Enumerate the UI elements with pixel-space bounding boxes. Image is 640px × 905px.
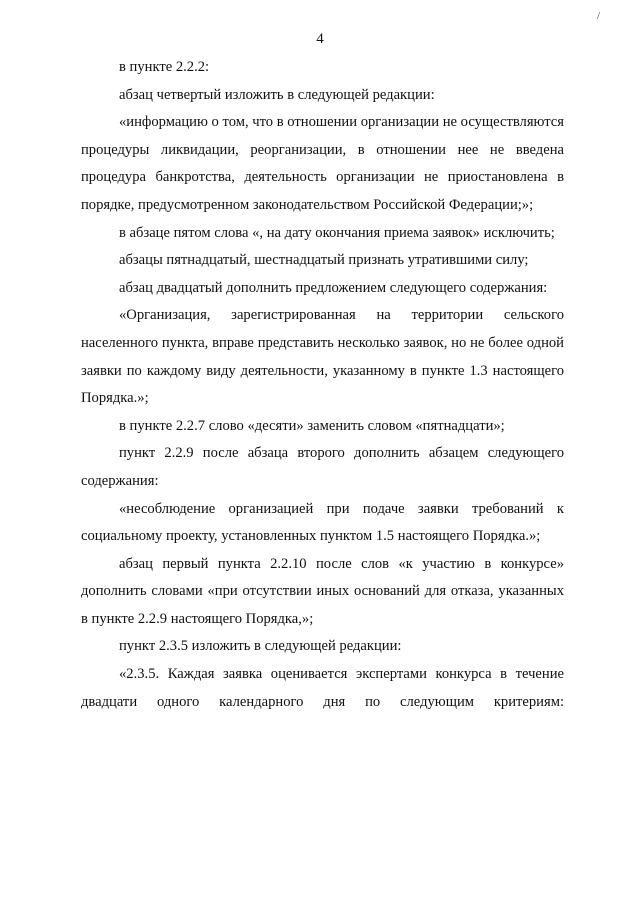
document-body (81, 54, 564, 716)
paragraph: в пункте 2.2.2: (119, 59, 210, 75)
paragraph: абзац первый пункта 2.2.10 после слов «к участию в конкурсе» дополнить словами «при отсутствии иных оснований для отказа, указанных в пункте 2.2.9 настоящего Порядка,»; (81, 555, 564, 627)
page-number: 4 (316, 31, 324, 47)
paragraph: в пункте 2.2.7 слово «десяти» заменить словом «пятнадцати»; (119, 417, 505, 434)
paragraph: абзацы пятнадцатый, шестнадцатый признать утратившими силу; (119, 252, 529, 269)
corner-mark: / (597, 10, 601, 22)
paragraph: «Организация, зарегистрированная на территории сельского населенного пункта, вправе представить несколько заявок, но не более одной заявки по каждому виду деятельности, указанному в пункте 1.3 настоящего Порядка.»; (81, 307, 564, 407)
paragraph: «несоблюдение организацией при подаче заявки требований к социальному проекту, установленных пунктом 1.5 настоящего Порядка.»; (81, 500, 564, 545)
paragraph: пункт 2.2.9 после абзаца второго дополнить абзацем следующего содержания: (81, 445, 564, 489)
paragraph: пункт 2.3.5 изложить в следующей редакции: (119, 638, 402, 655)
paragraph: абзац четвертый изложить в следующей редакции: (119, 86, 435, 103)
paragraph: в абзаце пятом слова «, на дату окончания приема заявок» исключить; (119, 224, 555, 241)
paragraph: «информацию о том, что в отношении организации не осуществляются процедуры ликвидации, реорганизации, в отношении нее не введена процедура банкротства, деятельность организации не приостановлена в порядке, предусмотренном законодательством Российской Федерации;»; (81, 114, 564, 213)
paragraph: «2.3.5. Каждая заявка оценивается экспертами конкурса в течение двадцати одного календарного дня по следующим критериям: (81, 666, 564, 710)
paragraph: абзац двадцатый дополнить предложением следующего содержания: (119, 279, 548, 296)
